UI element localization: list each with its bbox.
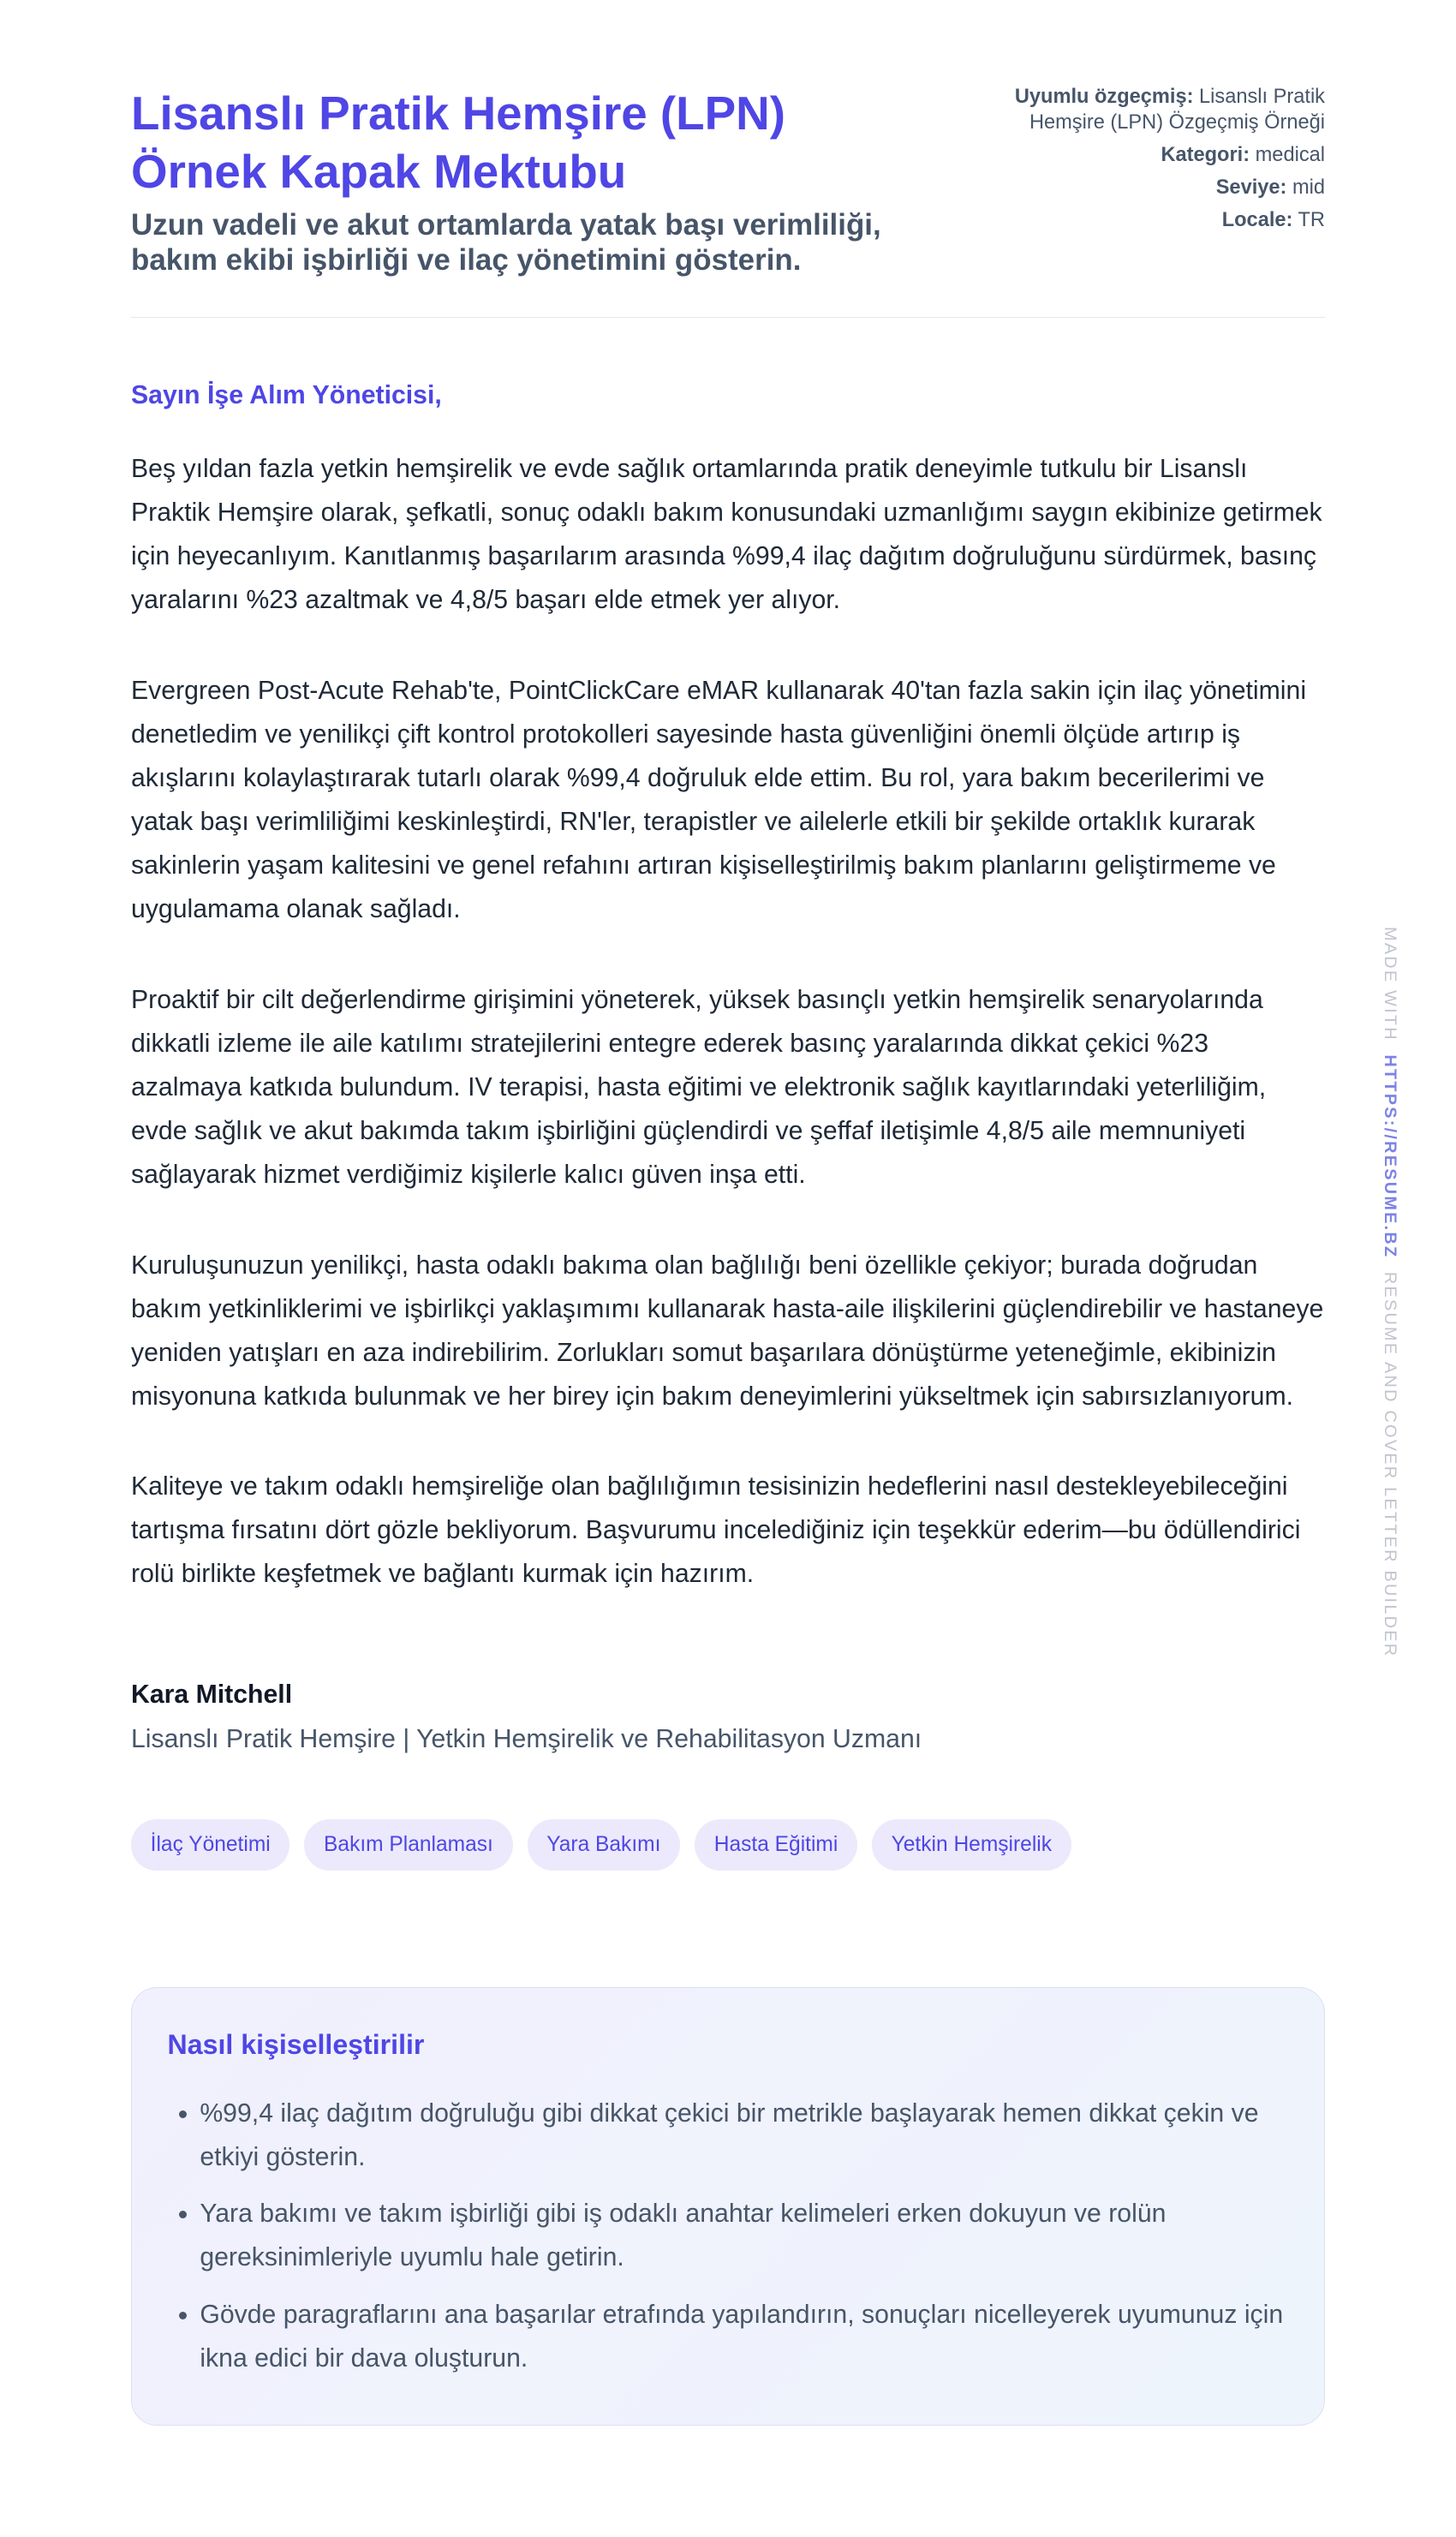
paragraph: Proaktif bir cilt değerlendirme girişimini yöneterek, yüksek basınçlı yetkin hemşirelik senaryolarında dikkatli izleme ile aile katılımı stratejilerini entegre ederek basınç yaralarında dikkat çekici %23 azalmaya katkıda bulundum. IV terapisi, hasta eğitimi ve elektronik sağlık kayıtlarındaki yeterliliğim, evde sağlık ve akut bakımda takım işbirliğini güçlendirdi ve şeffaf iletişimle 4,8/5 aile memnuniyeti sağlayarak hizmet verdiğimiz kişilerle kalıcı güven inşa etti.	[131, 985, 1267, 1189]
tag: Yara Bakımı	[528, 1819, 681, 1871]
greeting: Sayın İşe Alım Yöneticisi,	[131, 380, 442, 409]
meta-level: Seviye: mid	[1215, 176, 1325, 199]
tip-item: • Yara bakımı ve takım işbirliği gibi iş odaklı anahtar kelimeleri erken dokuyun ve rolün gereksinimleriyle uyumlu hale getirin.	[200, 2192, 1288, 2279]
tips-list	[168, 2092, 1289, 2379]
tips-title: Nasıl kişiselleştirilir	[167, 2029, 425, 2060]
meta-resume: Uyumlu özgeçmiş: Lisanslı Pratik Hemşire (LPN) Özgeçmiş Örneği	[1014, 86, 1325, 134]
watermark-link[interactable]: HTTPS://RESUME.BZ	[1381, 1054, 1400, 1259]
tag: Yetkin Hemşirelik	[872, 1819, 1071, 1871]
signature-name: Kara Mitchell	[131, 1680, 293, 1709]
tag: İlaç Yönetimi	[131, 1819, 289, 1871]
tip-item: • Gövde paragraflarını ana başarılar etrafında yapılandırın, sonuçları nicelleyerek uyumunuz için ikna edici bir dava oluşturun.	[200, 2293, 1288, 2380]
watermark: MADE WITH HTTPS://RESUME.BZ RESUME AND COVER LETTER BUILDER	[1381, 927, 1400, 1658]
meta-info	[985, 84, 1325, 278]
paragraph: Beş yıldan fazla yetkin hemşirelik ve evde sağlık ortamlarında pratik deneyimle tutkulu bir Lisanslı Praktik Hemşire olarak, şefkatli, sonuç odaklı bakım konusundaki uzmanlığımı saygın ekibinize getirmek için heyecanlıyım. Kanıtlanmış başarılarım arasında %99,4 ilaç dağıtım doğruluğunu sürdürmek, basınç yaralarını %23 azaltmak ve 4,8/5 başarı elde etmek yer alıyor.	[131, 455, 1322, 615]
meta-category: Kategori: medical	[1161, 144, 1325, 167]
title-block	[131, 84, 940, 278]
signature-title: Lisanslı Pratik Hemşire | Yetkin Hemşirelik ve Rehabilitasyon Uzmanı	[131, 1725, 922, 1754]
paragraph: Kuruluşunuzun yenilikçi, hasta odaklı bakıma olan bağlılığı beni özellikle çekiyor; burada doğrudan bakım yetkinliklerimi ve işbirlikçi yaklaşımımı kullanarak hasta-aile ilişkilerini güçlendirebilir ve hastaneye yeniden yatışları en aza indirebilirim. Zorlukları somut başarılara dönüştürme yeteneğimle, ekibinizin misyonuna katkıda bulunmak ve her birey için bakım deneyimlerini yükseltmek için sabırsızlanıyorum.	[131, 1251, 1324, 1411]
paragraph: Kaliteye ve takım odaklı hemşireliğe olan bağlılığımın tesisinizin hedeflerini nasıl destekleyebileceğini tartışma fırsatını dört gözle bekliyorum. Başvurumu incelediğiniz için teşekkür ederim—bu ödüllendirici rolü birlikte keşfetmek ve bağlantı kurmak için hazırım.	[131, 1472, 1301, 1589]
cover-letter	[131, 0, 1325, 2426]
tag: Bakım Planlaması	[304, 1819, 512, 1871]
tag: Hasta Eğitimi	[695, 1819, 857, 1871]
page-subtitle: Uzun vadeli ve akut ortamlarda yatak başı verimliliği, bakım ekibi işbirliği ve ilaç yönetimini gösterin.	[131, 207, 881, 278]
customization-tips	[131, 1987, 1325, 2426]
paragraph: Evergreen Post-Acute Rehab'te, PointClickCare eMAR kullanarak 40'tan fazla sakin için ilaç yönetimini denetledim ve yenilikçi çift kontrol protokolleri sayesinde hasta güvenliğini önemli ölçüde artırıp iş akışlarını kolaylaştırarak tutarlı olarak %99,4 doğruluk elde ettim. Bu rol, yara bakım becerilerimi ve yatak başı verimliliğimi keskinleştirdi, RN'ler, terapistler ve ailelerle etkili bir şekilde ortaklık kurarak sakinlerin yaşam kalitesini ve genel refahını artıran kişiselleştirilmiş bakım planlarını geliştirmeme ve uygulamama olanak sağladı.	[131, 677, 1307, 924]
tip-item: • %99,4 ilaç dağıtım doğruluğu gibi dikkat çekici bir metrikle başlayarak hemen dikkat çekin ve etkiyi gösterin.	[200, 2092, 1288, 2179]
meta-locale: Locale: TR	[1221, 208, 1325, 231]
page-title: Lisanslı Pratik Hemşire (LPN) Örnek Kapak Mektubu	[131, 87, 785, 199]
header	[131, 0, 1325, 318]
skill-tags	[131, 1819, 1325, 1871]
